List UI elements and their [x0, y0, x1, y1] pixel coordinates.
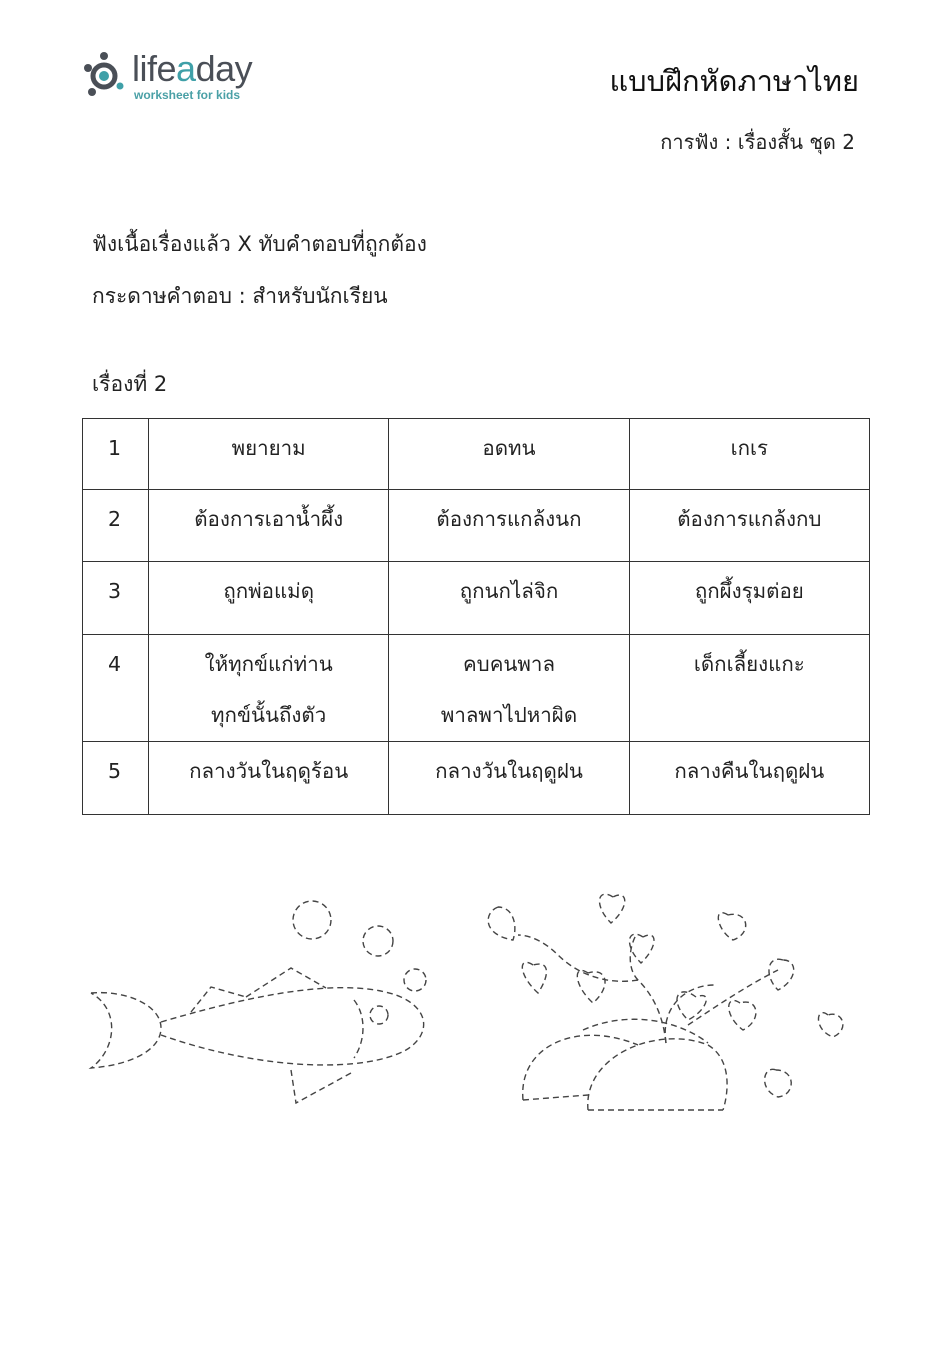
- table-row: [83, 490, 870, 562]
- answer-option[interactable]: ต้องการเอาน้ำผึ้ง: [149, 490, 389, 562]
- fish-tail-shape: [91, 993, 161, 1068]
- hearts-plant-tracing-illustration: [478, 885, 858, 1120]
- stem-shape: [630, 935, 666, 1043]
- heart-shape: [818, 1013, 842, 1037]
- fish-tracing-illustration: [86, 890, 436, 1120]
- page-title: แบบฝึกหัดภาษาไทย: [609, 64, 859, 98]
- stem-shape: [665, 985, 714, 1043]
- stem-shape: [688, 970, 778, 1025]
- question-number: 4: [83, 635, 149, 742]
- fish-fin-shape: [291, 1070, 351, 1103]
- heart-shape: [488, 907, 515, 940]
- answer-option[interactable]: พยายาม: [149, 419, 389, 490]
- story-label: เรื่องที่ 2: [92, 372, 168, 396]
- answer-option[interactable]: ให้ทุกข์แก่ท่าน ทุกข์นั้นถึงตัว: [149, 635, 389, 742]
- fish-fin-shape: [191, 987, 246, 1012]
- heart-shape: [577, 970, 605, 1003]
- answer-option[interactable]: กลางวันในฤดูฝน: [389, 742, 629, 815]
- bubble-shape: [404, 969, 426, 991]
- fish-gill-shape: [354, 1000, 363, 1058]
- answer-option[interactable]: ถูกพ่อแม่ดุ: [149, 562, 389, 635]
- logo-tagline: worksheet for kids: [134, 88, 241, 102]
- question-number: 3: [83, 562, 149, 635]
- heart-shape: [522, 962, 546, 993]
- answer-option[interactable]: เกเร: [629, 419, 869, 490]
- answer-option[interactable]: กลางคืนในฤดูฝน: [629, 742, 869, 815]
- hill-shape: [588, 1039, 727, 1110]
- heart-shape: [769, 959, 794, 990]
- answer-option[interactable]: ถูกนกไล่จิก: [389, 562, 629, 635]
- answer-option[interactable]: ต้องการแกล้งกบ: [629, 490, 869, 562]
- heart-shape: [718, 913, 745, 940]
- answer-option[interactable]: ถูกผึ้งรุมต่อย: [629, 562, 869, 635]
- instruction-text: ฟังเนื้อเรื่องแล้ว X ทับคำตอบที่ถูกต้อง: [92, 232, 427, 256]
- answer-option[interactable]: กลางวันในฤดูร้อน: [149, 742, 389, 815]
- hill-shape: [523, 1035, 638, 1100]
- question-number: 2: [83, 490, 149, 562]
- answer-sheet-label: กระดาษคำตอบ : สำหรับนักเรียน: [92, 284, 388, 308]
- table-row: [83, 742, 870, 815]
- table-row: [83, 419, 870, 490]
- answer-option[interactable]: เด็กเลี้ยงแกะ: [629, 635, 869, 742]
- heart-shape: [629, 934, 654, 963]
- page-subtitle: การฟัง : เรื่องสั้น ชุด 2: [660, 130, 855, 154]
- answer-table: [82, 418, 870, 815]
- question-number: 1: [83, 419, 149, 490]
- question-number: 5: [83, 742, 149, 815]
- bubble-shape: [293, 901, 331, 939]
- table-row: [83, 635, 870, 742]
- answer-option[interactable]: ต้องการแกล้งนก: [389, 490, 629, 562]
- ground-line: [523, 1095, 588, 1100]
- heart-shape: [765, 1069, 792, 1097]
- bubble-shape: [363, 926, 393, 956]
- fish-eye-shape: [370, 1006, 388, 1024]
- lifeaday-logo: [82, 50, 272, 102]
- heart-shape: [599, 894, 624, 923]
- logo-wordmark: lifeaday: [132, 48, 253, 89]
- answer-option[interactable]: คบคนพาล พาลพาไปหาผิด: [389, 635, 629, 742]
- molecule-logo-icon: [82, 50, 132, 102]
- table-row: [83, 562, 870, 635]
- answer-option[interactable]: อดทน: [389, 419, 629, 490]
- fish-fin-shape: [246, 968, 326, 997]
- heart-shape: [729, 1000, 756, 1030]
